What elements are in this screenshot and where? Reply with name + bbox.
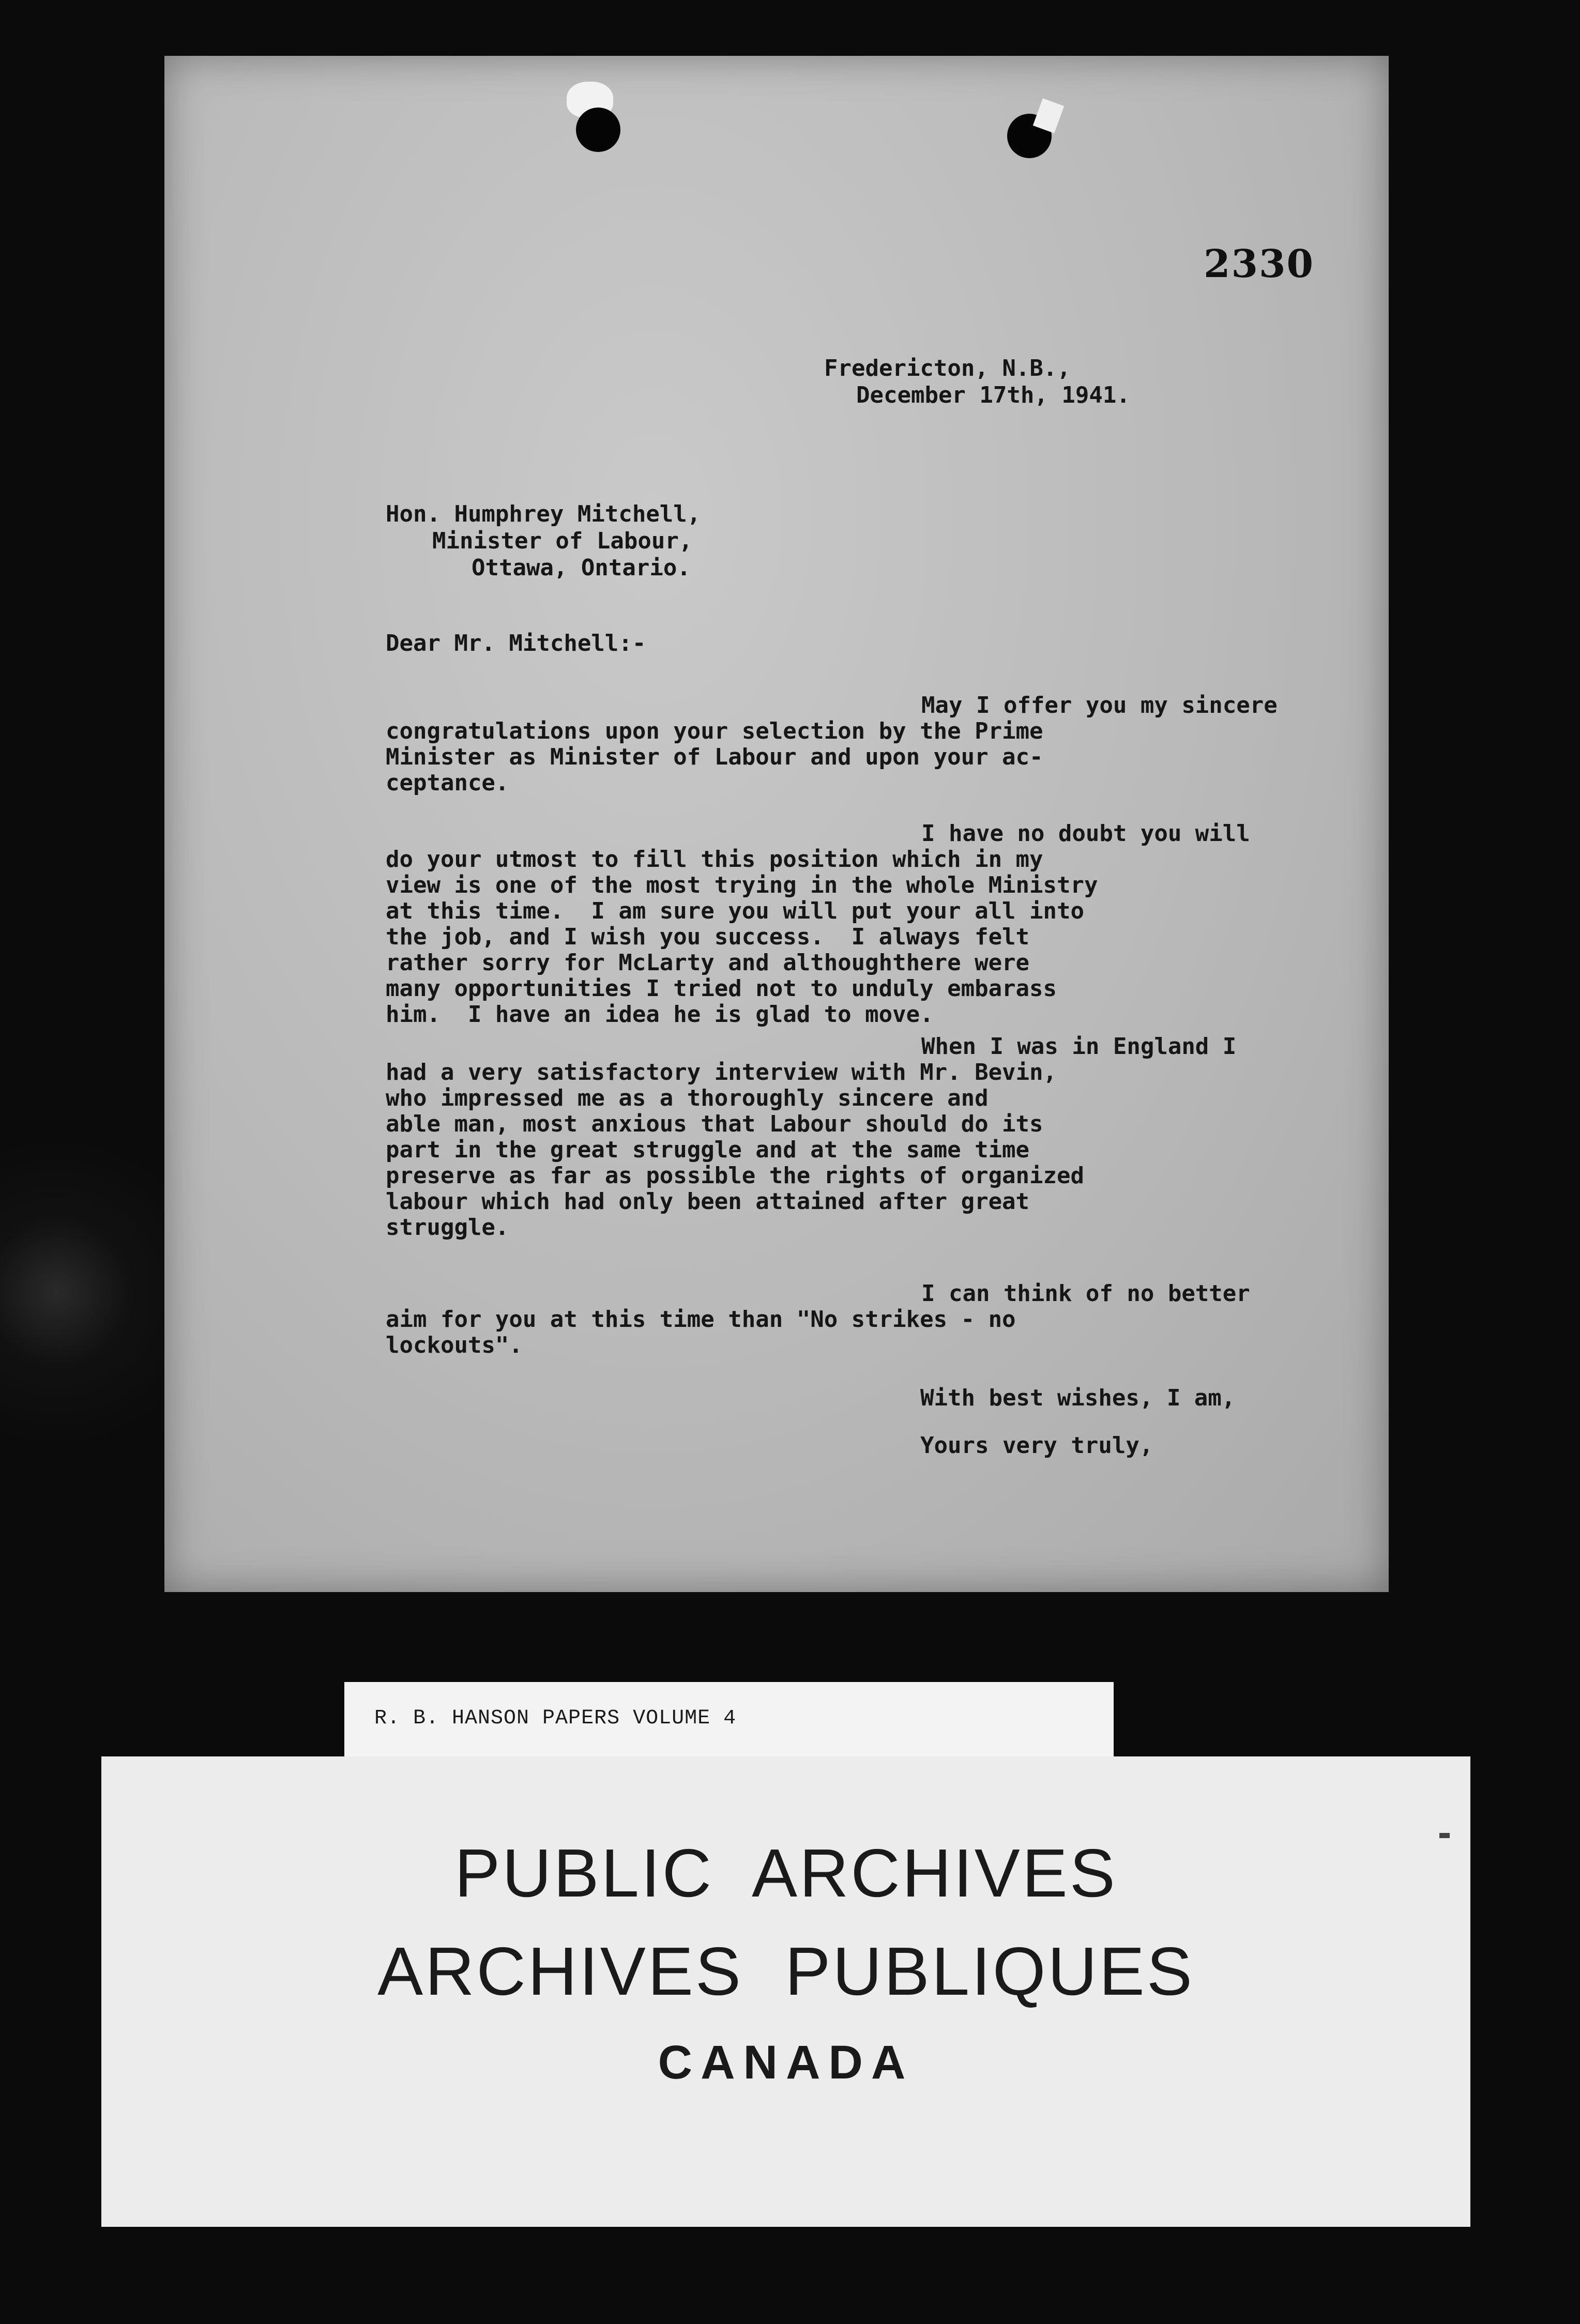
letter-sheet xyxy=(164,56,1389,1592)
archive-card-line-english: PUBLIC ARCHIVES xyxy=(454,1835,1117,1911)
recipient-title: Minister of Labour, xyxy=(432,528,693,554)
paragraph-line: May I offer you my sincere xyxy=(921,692,1278,718)
paragraph-line: When I was in England I xyxy=(921,1033,1237,1060)
paragraph-3 xyxy=(386,1034,1236,1241)
paragraph-line: aim for you at this time than "No strikes - no xyxy=(386,1306,1016,1333)
paragraph-line: many opportunities I tried not to unduly embarass xyxy=(386,975,1057,1002)
paragraph-line: Minister as Minister of Labour and upon your ac- xyxy=(386,744,1043,770)
paragraph-line: ceptance. xyxy=(386,770,509,796)
paragraph-line: at this time. I am sure you will put your all into xyxy=(386,898,1085,924)
page-number: 2330 xyxy=(1204,242,1314,286)
paragraph-line: I have no doubt you will xyxy=(921,820,1250,847)
paragraph-line: rather sorry for McLarty and althoughthere were xyxy=(386,950,1030,976)
archive-card-line-french: ARCHIVES PUBLIQUES xyxy=(377,1933,1194,2009)
paragraph-line: view is one of the most trying in the whole Ministry xyxy=(386,872,1098,898)
paragraph-line: lockouts". xyxy=(386,1332,523,1358)
paragraph-2 xyxy=(386,821,1250,1028)
paragraph-line: part in the great struggle and at the same time xyxy=(386,1137,1030,1163)
recipient-location: Ottawa, Ontario. xyxy=(472,555,691,581)
paragraph-line: able man, most anxious that Labour should do its xyxy=(386,1111,1043,1137)
recipient-name: Hon. Humphrey Mitchell, xyxy=(386,501,701,527)
punch-hole-left xyxy=(576,108,620,152)
archive-label-text: R. B. HANSON PAPERS VOLUME 4 xyxy=(374,1707,737,1730)
closing-phrase: With best wishes, I am, xyxy=(920,1385,1236,1411)
paragraph-line: congratulations upon your selection by the Prime xyxy=(386,718,1043,744)
public-archives-card xyxy=(101,1756,1470,2227)
paragraph-line: do your utmost to fill this position which in my xyxy=(386,846,1043,873)
paragraph-line: had a very satisfactory interview with Mr. Bevin, xyxy=(386,1059,1057,1085)
paragraph-line: I can think of no better xyxy=(921,1280,1250,1307)
paragraph-line: him. I have an idea he is glad to move. xyxy=(386,1001,934,1028)
paragraph-4 xyxy=(386,1281,1250,1358)
salutation: Dear Mr. Mitchell:- xyxy=(386,630,646,656)
paragraph-line: labour which had only been attained after great xyxy=(386,1188,1030,1215)
archive-label-strip xyxy=(344,1682,1114,1761)
paragraph-line: the job, and I wish you success. I always felt xyxy=(386,924,1030,950)
paragraph-line: who impressed me as a thoroughly sincere and xyxy=(386,1085,989,1111)
archive-card-line-country: CANADA xyxy=(658,2036,914,2089)
letter-place: Fredericton, N.B., xyxy=(824,355,1071,381)
letter-date: December 17th, 1941. xyxy=(856,382,1130,408)
paragraph-1 xyxy=(386,693,1278,796)
paragraph-line: preserve as far as possible the rights of organized xyxy=(386,1163,1085,1189)
complimentary-close: Yours very truly, xyxy=(920,1432,1153,1459)
paragraph-line: struggle. xyxy=(386,1214,509,1241)
